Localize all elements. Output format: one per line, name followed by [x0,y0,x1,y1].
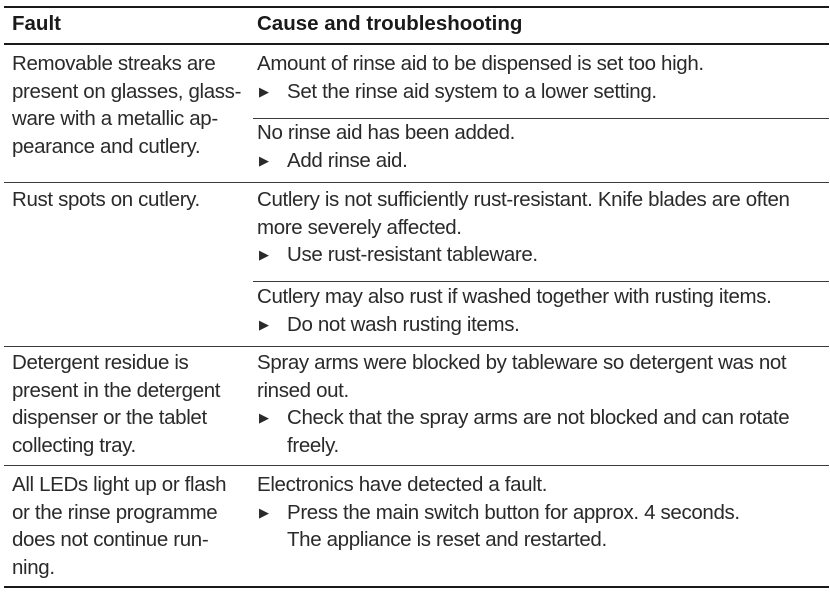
cause-block [257,119,829,174]
bullet-arrow-icon: ▶ [259,504,269,520]
cause-text: Cutlery is not sufficiently rust-resistant. Knife blades are often more severely affected. [257,188,790,239]
bullet-arrow-icon: ▶ [259,83,269,99]
remedy-text: Do not wash rusting items. [287,312,520,336]
column-header-fault: Fault [12,12,61,35]
remedy-item [257,499,829,554]
cause-block [257,186,829,269]
row-divider [4,465,829,466]
remedy-text: Press the main switch button for approx. 4 seconds. The appliance is reset and restarted. [287,500,740,551]
table-bottom-rule [4,586,829,588]
bullet-arrow-icon: ▶ [259,316,269,332]
cause-text: Amount of rinse aid to be dispensed is set too high. [257,52,704,75]
remedy-text: Use rust-resistant tableware. [287,243,538,266]
column-header-cause: Cause and troubleshooting [257,12,523,35]
remedy-item [257,241,829,269]
fault-cell: Detergent residue is present in the detergent dispenser or the tablet collecting tray. [12,351,221,457]
cause-text: Electronics have detected a fault. [257,473,548,496]
fault-cell: Rust spots on cutlery. [12,188,200,211]
remedy-item [257,311,829,339]
row-divider [4,182,829,183]
fault-cell: All LEDs light up or flash or the rinse programme does not continue run- ning. [12,473,227,579]
cause-block [257,283,829,338]
header-bottom-rule [4,43,829,45]
remedy-item [257,404,829,459]
fault-cell: Removable streaks are present on glasses, glass- ware with a metallic ap- pearance and cutlery. [12,52,242,158]
cause-block [257,471,829,554]
remedy-text: Check that the spray arms are not blocked and can rotate freely. [287,406,790,457]
bullet-arrow-icon: ▶ [259,247,269,262]
cause-text: No rinse aid has been added. [257,121,516,144]
remedy-text: Set the rinse aid system to a lower setting. [287,79,657,103]
cause-block [257,349,829,459]
cause-block [257,50,829,105]
remedy-item [257,78,829,106]
remedy-text: Add rinse aid. [287,148,408,172]
bullet-arrow-icon: ▶ [259,410,269,425]
cause-text: Cutlery may also rust if washed together with rusting items. [257,285,772,308]
remedy-item [257,147,829,175]
cause-divider [253,281,829,282]
row-divider [4,346,829,347]
cause-text: Spray arms were blocked by tableware so detergent was not rinsed out. [257,351,787,402]
bullet-arrow-icon: ▶ [259,152,269,168]
